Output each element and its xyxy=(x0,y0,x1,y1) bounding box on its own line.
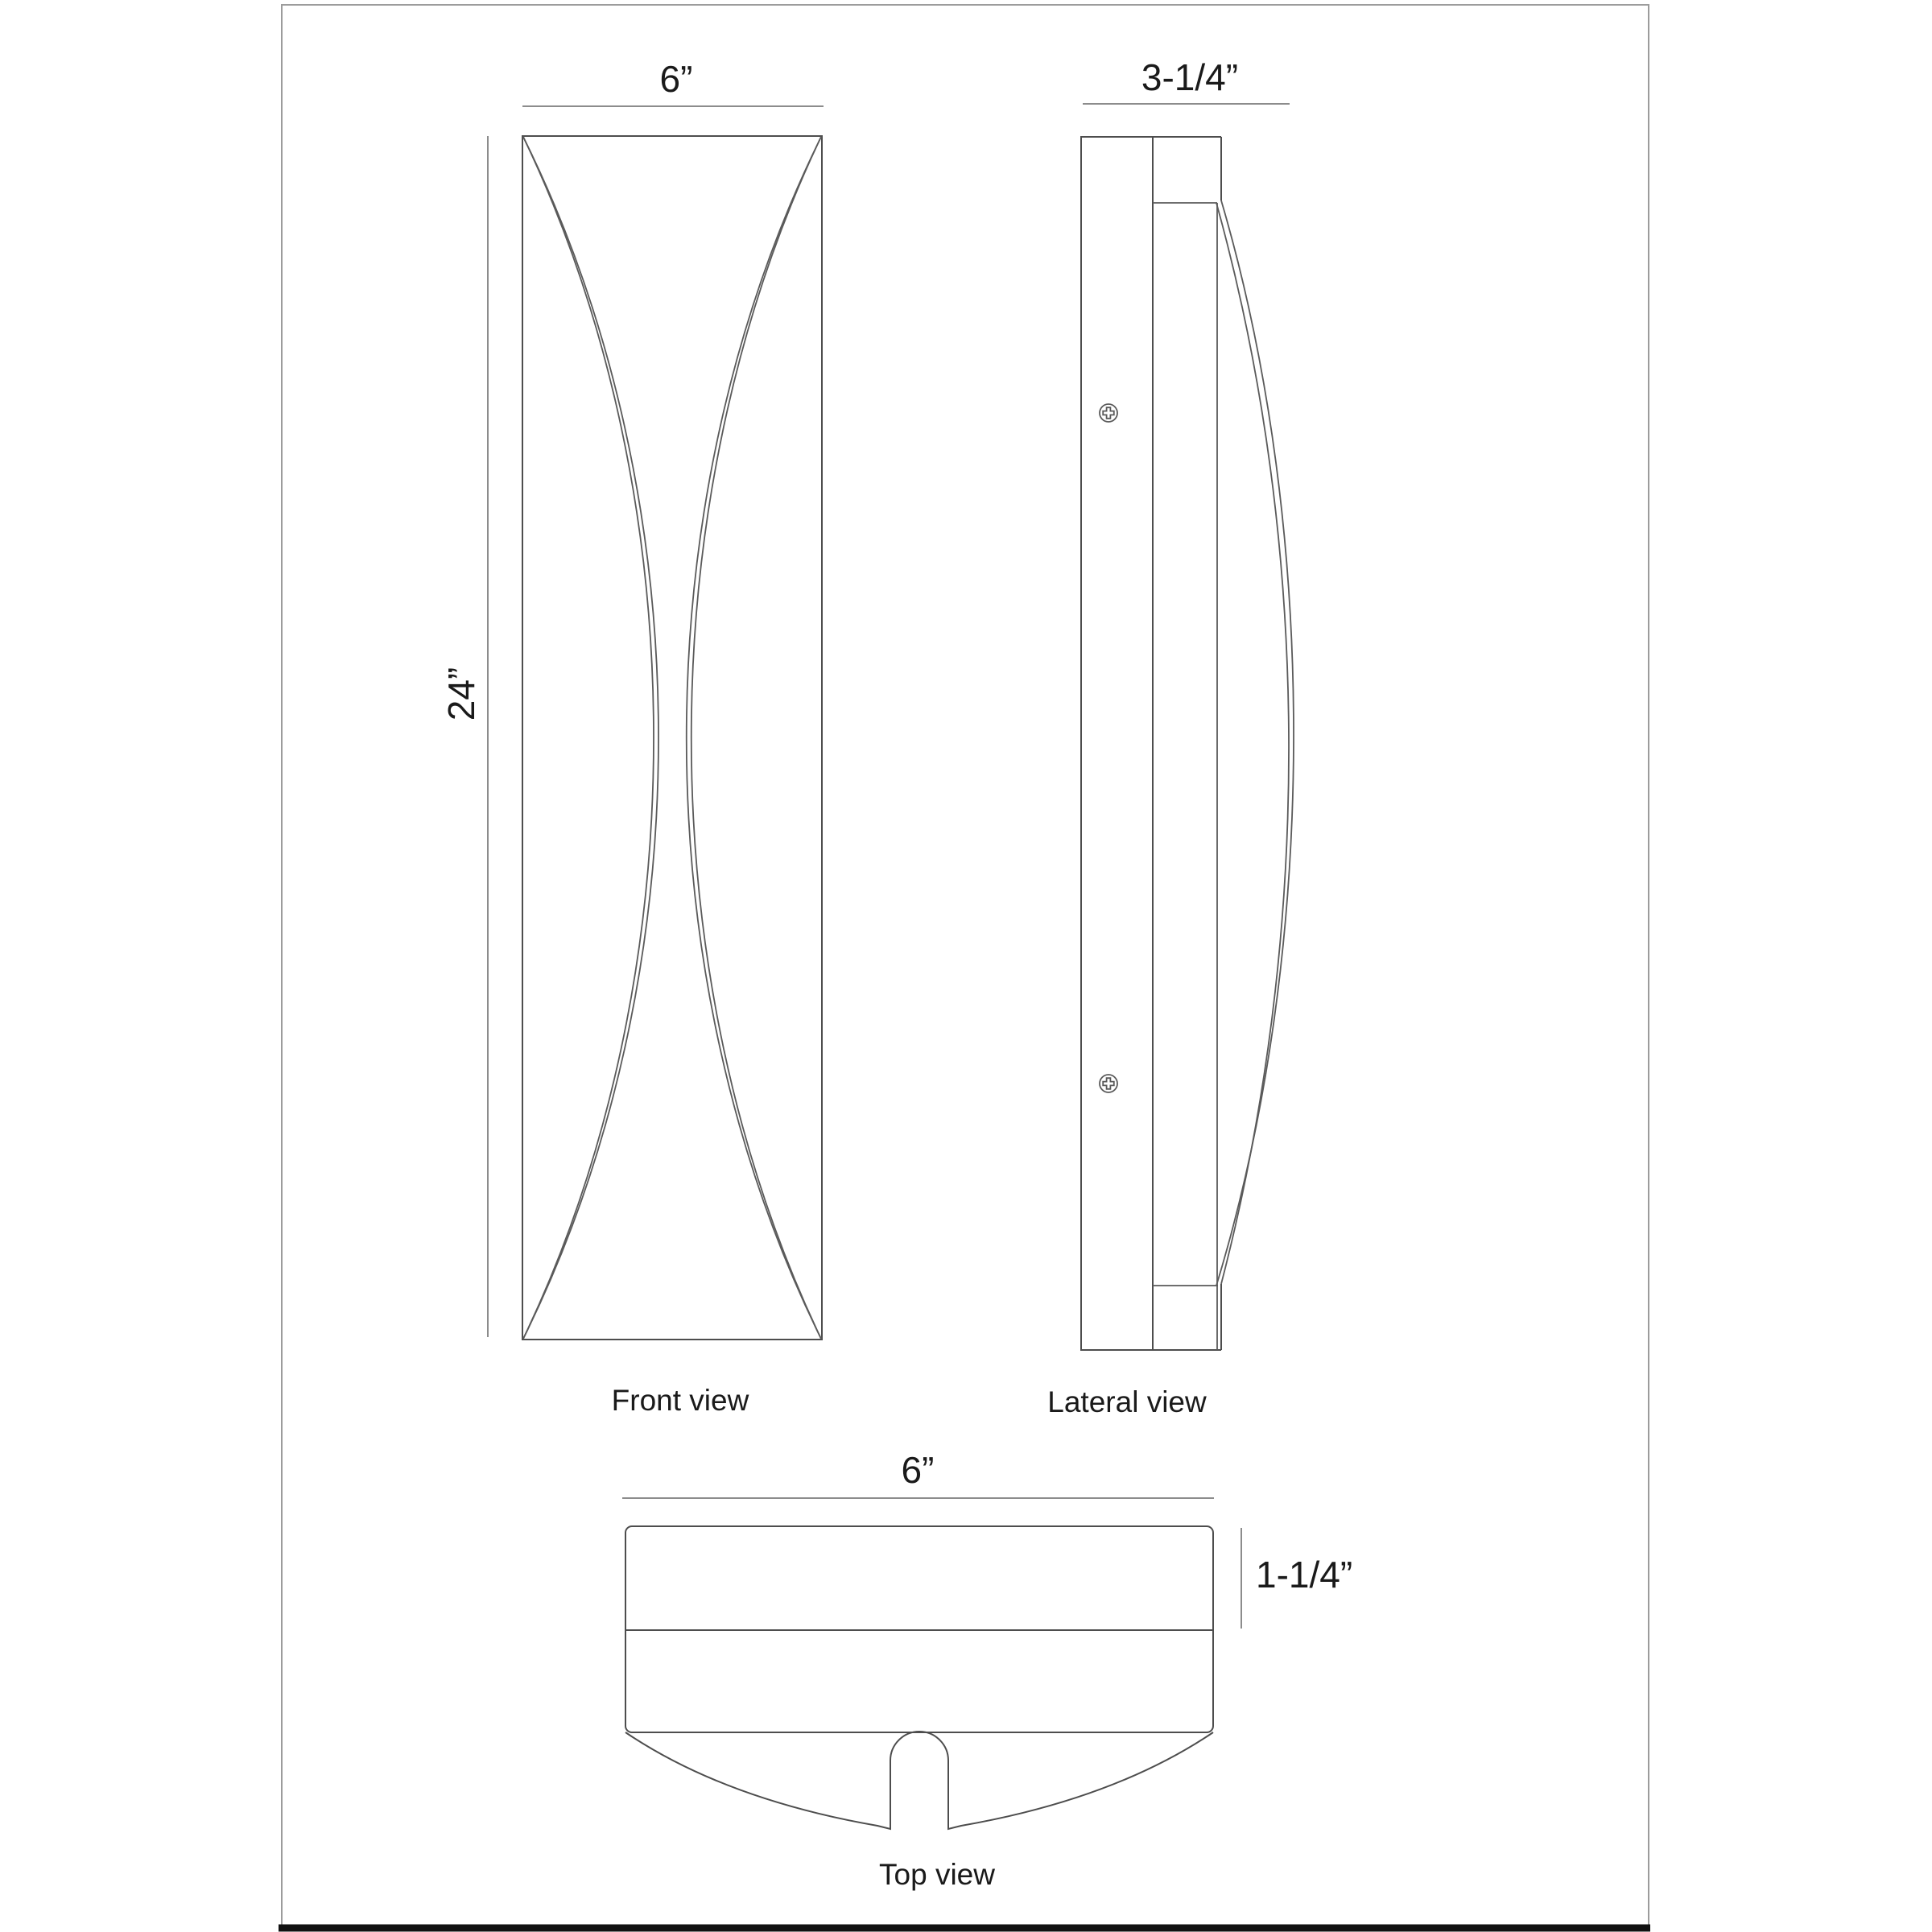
screw-cross-slot xyxy=(1103,407,1114,419)
lateral-view xyxy=(1047,56,1294,1418)
top-view-shade-profile xyxy=(625,1732,1213,1829)
front-right-curve-inner xyxy=(687,137,821,1339)
lateral-shade-curve-inner xyxy=(1216,203,1289,1284)
front-left-curve-inner xyxy=(523,137,658,1339)
front-left-curve-outer xyxy=(523,137,654,1339)
lateral-mounting-plate xyxy=(1081,137,1153,1350)
sheet-frame xyxy=(282,5,1649,1927)
lateral-width-dimension: 3-1/4” xyxy=(1141,56,1239,98)
top-depth-dimension: 1-1/4” xyxy=(1256,1554,1353,1596)
front-view-label: Front view xyxy=(611,1384,749,1417)
front-view xyxy=(440,58,824,1417)
front-width-dimension: 6” xyxy=(659,58,693,100)
lateral-view-label: Lateral view xyxy=(1047,1385,1207,1418)
screw-cross-slot xyxy=(1103,1078,1114,1089)
front-height-dimension: 24” xyxy=(440,667,482,721)
phillips-screw-icon xyxy=(1100,1075,1117,1092)
phillips-screw-icon xyxy=(1100,404,1117,422)
top-view-label: Top view xyxy=(879,1858,995,1891)
lateral-shade-curve-outer xyxy=(1216,200,1294,1286)
top-width-dimension: 6” xyxy=(901,1449,935,1491)
top-view xyxy=(622,1449,1352,1891)
front-right-curve-outer xyxy=(691,137,821,1339)
front-view-outline xyxy=(522,136,822,1340)
